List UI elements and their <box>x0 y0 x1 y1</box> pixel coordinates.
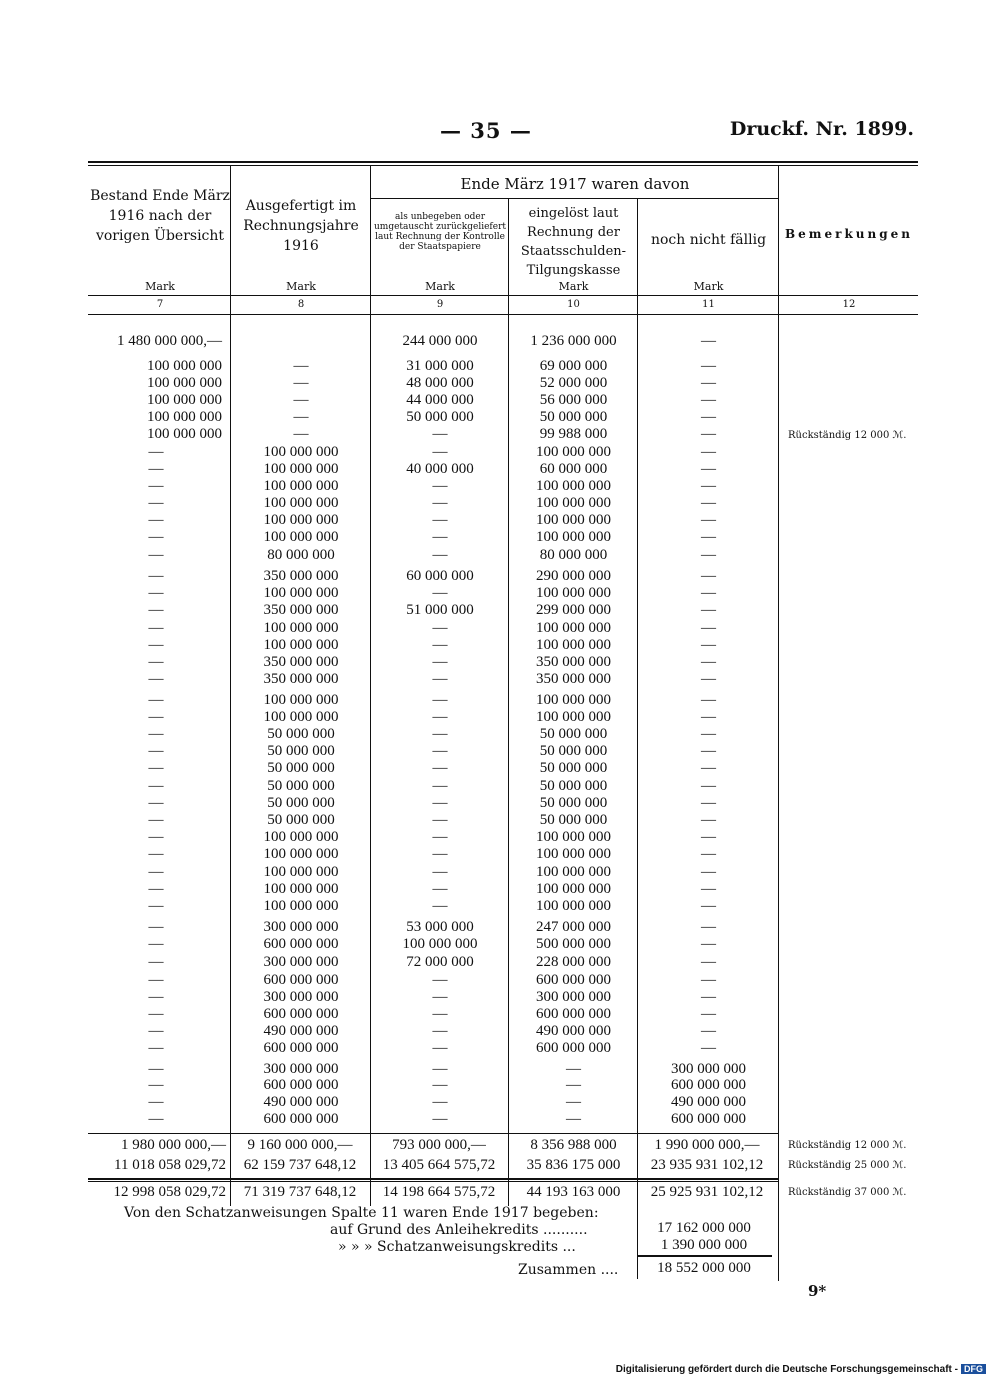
totals-cell: 12 998 058 029,72 <box>113 1184 226 1200</box>
table-cell: — <box>148 846 164 862</box>
table-cell: 600 000 000 <box>536 1006 611 1022</box>
totals-cell: 8 356 988 000 <box>530 1137 617 1153</box>
totals-cell: 14 198 664 575,72 <box>382 1184 496 1200</box>
table-cell: — <box>701 726 716 742</box>
table-cell: — <box>701 529 716 545</box>
table-cell: — <box>148 1023 164 1039</box>
table-cell: — <box>293 358 309 374</box>
table-cell: 350 000 000 <box>263 568 339 584</box>
table-cell: — <box>701 585 716 601</box>
table-cell: 100 000 000 <box>536 709 611 725</box>
table-cell: 50 000 000 <box>539 812 608 828</box>
table-cell: — <box>701 478 716 494</box>
table-cell: 600 000 000 <box>263 1006 339 1022</box>
table-cell: — <box>701 760 716 776</box>
table-cell: 52 000 000 <box>539 375 608 391</box>
colnum-7: 7 <box>156 299 164 310</box>
totals-remark: Rückständig 25 000 ℳ. <box>788 1160 907 1171</box>
table-cell: — <box>432 1061 448 1077</box>
table-cell: — <box>701 936 716 952</box>
table-cell: — <box>293 426 309 442</box>
table-cell: — <box>701 409 716 425</box>
table-cell: — <box>148 1061 164 1077</box>
table-cell: — <box>701 568 716 584</box>
table-cell: 50 000 000 <box>539 778 608 794</box>
footer-line2-label: » » » Schatzanweisungskredits ... <box>338 1239 576 1255</box>
table-cell: 100 000 000 <box>536 585 611 601</box>
table-cell: 100 000 000 <box>263 829 339 845</box>
table-cell: 100 000 000 <box>263 495 339 511</box>
footer-sum-value: 18 552 000 000 <box>657 1260 751 1276</box>
table-cell: 60 000 000 <box>406 568 474 584</box>
table-cell: 100 000 000 <box>147 358 222 374</box>
table-cell: 350 000 000 <box>536 654 611 670</box>
header-group: Ende März 1917 waren davon <box>460 175 690 193</box>
table-cell: 100 000 000 <box>263 512 339 528</box>
table-cell: 300 000 000 <box>263 1061 339 1077</box>
table-cell: 50 000 000 <box>267 795 335 811</box>
col-divider-9-10 <box>508 199 509 1206</box>
table-cell: 300 000 000 <box>263 954 339 970</box>
table-cell: — <box>148 529 164 545</box>
credit-text: Digitalisierung gefördert durch die Deutsche Forschungsgemeinschaft - <box>615 1364 958 1375</box>
table-cell: — <box>701 375 716 391</box>
table-cell: — <box>701 495 716 511</box>
table-cell: — <box>148 812 164 828</box>
table-cell: — <box>432 512 448 528</box>
table-cell: — <box>701 778 716 794</box>
footer-line1-label: auf Grund des Anleihekredits .......... <box>330 1222 588 1238</box>
table-cell: 600 000 000 <box>671 1077 746 1093</box>
header-col10: eingelöst laut Rechnung der Staatsschulden-Tilgungskasse <box>520 206 627 278</box>
table-cell: 100 000 000 <box>147 392 222 408</box>
table-cell: 48 000 000 <box>406 375 474 391</box>
table-cell: 100 000 000 <box>402 936 478 952</box>
table-cell: 50 000 000 <box>406 409 474 425</box>
table-cell: 600 000 000 <box>263 972 339 988</box>
table-cell: — <box>148 637 164 653</box>
table-cell: — <box>148 954 164 970</box>
table-cell: 290 000 000 <box>536 568 611 584</box>
table-cell: 100 000 000 <box>147 375 222 391</box>
top-rule-thin <box>88 165 918 166</box>
table-cell: — <box>701 919 716 935</box>
colnum-rule <box>88 314 918 315</box>
table-cell: 50 000 000 <box>539 409 608 425</box>
table-cell: 53 000 000 <box>406 919 474 935</box>
totals-cell: 62 159 737 648,12 <box>243 1157 357 1173</box>
table-cell: 490 000 000 <box>671 1094 746 1110</box>
table-cell: 100 000 000 <box>263 637 339 653</box>
table-cell: — <box>566 1061 581 1077</box>
group-rule <box>370 198 778 199</box>
table-cell: 100 000 000 <box>536 829 611 845</box>
table-cell: — <box>148 585 164 601</box>
table-cell: — <box>432 529 448 545</box>
table-cell: — <box>701 620 716 636</box>
table-cell: — <box>432 760 448 776</box>
table-cell: — <box>148 671 164 687</box>
table-cell: — <box>432 778 448 794</box>
totals-cell: 1 980 000 000,— <box>121 1137 226 1153</box>
header-col11: noch nicht fällig <box>650 232 767 248</box>
colnum-10: 10 <box>567 299 580 310</box>
col-divider-10-11 <box>637 199 638 1279</box>
table-cell: — <box>432 829 448 845</box>
table-cell: — <box>432 1094 448 1110</box>
table-cell: — <box>566 1077 581 1093</box>
table-cell: 228 000 000 <box>536 954 611 970</box>
table-cell: 50 000 000 <box>539 760 608 776</box>
table-cell: — <box>701 358 716 374</box>
grand-total-rule <box>88 1178 778 1180</box>
table-cell: 300 000 000 <box>671 1061 746 1077</box>
table-cell: — <box>701 709 716 725</box>
table-cell: — <box>432 637 448 653</box>
table-cell: — <box>148 444 164 460</box>
table-cell: 44 000 000 <box>406 392 474 408</box>
table-cell: — <box>148 620 164 636</box>
table-cell: 1 480 000 000,— <box>117 333 222 349</box>
table-cell: — <box>148 936 164 952</box>
table-cell: — <box>148 881 164 897</box>
table-cell: — <box>148 495 164 511</box>
totals-cell: 793 000 000,— <box>392 1137 486 1153</box>
table-cell: — <box>432 547 448 563</box>
table-cell: — <box>701 829 716 845</box>
table-cell: — <box>701 512 716 528</box>
totals-remark: Rückständig 12 000 ℳ. <box>788 1140 907 1151</box>
table-cell: — <box>701 989 716 1005</box>
totals-cell: 9 160 000 000,— <box>247 1137 353 1153</box>
table-cell: — <box>432 654 448 670</box>
footer-line1-value: 17 162 000 000 <box>657 1220 751 1236</box>
table-cell: — <box>701 547 716 563</box>
table-cell: — <box>432 444 448 460</box>
totals-cell: 35 836 175 000 <box>526 1157 621 1173</box>
table-cell: 50 000 000 <box>267 812 335 828</box>
header-col7: Bestand Ende März 1916 nach der vorigen Übersicht <box>90 188 230 244</box>
header-col9: als unbegeben oder umgetauscht zurückgeliefert laut Rechnung der Kontrolle der Staatspapiere <box>373 212 506 252</box>
table-cell: — <box>148 568 164 584</box>
header-col12: Bemerkungen <box>785 227 913 241</box>
table-cell: 100 000 000 <box>536 512 611 528</box>
table-cell: — <box>432 881 448 897</box>
table-cell: 350 000 000 <box>263 671 339 687</box>
table-cell: — <box>148 829 164 845</box>
table-cell: — <box>701 898 716 914</box>
table-cell: 299 000 000 <box>536 602 611 618</box>
table-cell: — <box>148 972 164 988</box>
totals-rule <box>88 1133 778 1134</box>
table-cell: — <box>148 547 164 563</box>
table-cell: 350 000 000 <box>263 602 339 618</box>
table-cell: — <box>432 864 448 880</box>
signature-mark: 9* <box>808 1282 827 1300</box>
footer-intro: Von den Schatzanweisungen Spalte 11 waren Ende 1917 begeben: <box>124 1205 599 1221</box>
table-cell: 300 000 000 <box>263 919 339 935</box>
table-cell: — <box>701 333 716 349</box>
table-cell: 100 000 000 <box>536 620 611 636</box>
table-cell: — <box>432 1040 448 1056</box>
totals-cell: 1 990 000 000,— <box>654 1137 760 1153</box>
table-cell: 51 000 000 <box>406 602 474 618</box>
table-cell: 600 000 000 <box>263 1111 339 1127</box>
table-cell: 490 000 000 <box>263 1023 339 1039</box>
table-cell: — <box>701 864 716 880</box>
table-cell: — <box>701 954 716 970</box>
table-cell: — <box>701 392 716 408</box>
table-cell: 50 000 000 <box>267 778 335 794</box>
col-divider-7-8-totals <box>230 1134 231 1206</box>
table-cell: — <box>293 392 309 408</box>
table-cell: 600 000 000 <box>536 972 611 988</box>
table-cell: — <box>432 709 448 725</box>
table-cell: 600 000 000 <box>536 1040 611 1056</box>
table-cell: 99 988 000 <box>539 426 608 442</box>
table-cell: 100 000 000 <box>263 478 339 494</box>
table-cell: 50 000 000 <box>539 795 608 811</box>
table-cell: — <box>148 461 164 477</box>
header-col8: Ausgefertigt im Rechnungsjahre 1916 <box>243 198 359 254</box>
table-cell: 100 000 000 <box>263 692 339 708</box>
table-cell: 600 000 000 <box>263 936 339 952</box>
table-cell: — <box>701 795 716 811</box>
table-cell: 50 000 000 <box>267 726 335 742</box>
unit-rule <box>88 295 918 296</box>
table-cell: — <box>432 812 448 828</box>
table-cell: — <box>432 846 448 862</box>
table-cell: — <box>701 846 716 862</box>
table-cell: — <box>701 1040 716 1056</box>
table-cell: 31 000 000 <box>406 358 474 374</box>
table-cell: 100 000 000 <box>536 529 611 545</box>
table-cell: — <box>148 919 164 935</box>
table-cell: 100 000 000 <box>536 637 611 653</box>
table-cell: — <box>148 692 164 708</box>
table-cell: — <box>148 1094 164 1110</box>
table-cell: 490 000 000 <box>263 1094 339 1110</box>
table-cell: — <box>432 743 448 759</box>
table-cell: — <box>432 726 448 742</box>
table-cell: 100 000 000 <box>536 478 611 494</box>
page-number: — 35 — <box>440 118 532 143</box>
table-cell: — <box>432 1111 448 1127</box>
table-cell: 100 000 000 <box>536 864 611 880</box>
col-divider-7-8 <box>230 166 231 1134</box>
unit-col8: Mark <box>286 280 316 293</box>
table-cell: 300 000 000 <box>263 989 339 1005</box>
table-cell: — <box>701 602 716 618</box>
totals-remark: Rückständig 37 000 ℳ. <box>788 1187 907 1198</box>
table-cell: 72 000 000 <box>406 954 474 970</box>
table-cell: — <box>432 972 448 988</box>
table-cell: — <box>432 989 448 1005</box>
table-cell: — <box>701 692 716 708</box>
table-cell: 100 000 000 <box>536 846 611 862</box>
table-cell: — <box>148 654 164 670</box>
table-cell: 80 000 000 <box>539 547 608 563</box>
table-cell: 350 000 000 <box>263 654 339 670</box>
table-cell: 50 000 000 <box>267 760 335 776</box>
table-cell: 100 000 000 <box>147 426 222 442</box>
table-cell: 50 000 000 <box>539 726 608 742</box>
table-cell: — <box>148 1006 164 1022</box>
col-divider-11-12 <box>778 166 779 1281</box>
totals-cell: 23 935 931 102,12 <box>650 1157 764 1173</box>
table-cell: — <box>148 778 164 794</box>
colnum-12: 12 <box>842 299 856 310</box>
print-reference: Druckf. Nr. 1899. <box>729 118 914 140</box>
totals-cell: 71 319 737 648,12 <box>243 1184 357 1200</box>
table-cell: — <box>293 409 309 425</box>
table-cell: — <box>701 972 716 988</box>
table-cell: — <box>148 602 164 618</box>
footer-sum-label: Zusammen .... <box>518 1262 619 1278</box>
col-divider-8-9 <box>370 166 371 1206</box>
table-cell: — <box>432 692 448 708</box>
table-cell: 100 000 000 <box>263 529 339 545</box>
grand-total-rule-thin <box>88 1181 778 1182</box>
table-cell: — <box>432 1077 448 1093</box>
colnum-8: 8 <box>297 299 305 310</box>
footer-line2-value: 1 390 000 000 <box>660 1237 748 1253</box>
table-cell: 56 000 000 <box>539 392 608 408</box>
table-cell: — <box>148 864 164 880</box>
table-cell: 100 000 000 <box>263 585 339 601</box>
table-cell: — <box>701 654 716 670</box>
table-cell: 100 000 000 <box>263 461 339 477</box>
table-cell: 60 000 000 <box>539 461 608 477</box>
table-cell: 100 000 000 <box>263 864 339 880</box>
table-cell: 490 000 000 <box>536 1023 611 1039</box>
table-cell: 100 000 000 <box>536 881 611 897</box>
sum-rule <box>637 1255 772 1257</box>
table-cell: — <box>701 671 716 687</box>
table-cell: — <box>432 620 448 636</box>
table-cell: — <box>432 426 448 442</box>
dfg-credit <box>616 1364 986 1375</box>
colnum-9: 9 <box>436 299 444 310</box>
totals-cell: 25 925 931 102,12 <box>650 1184 764 1200</box>
table-cell: — <box>566 1094 581 1110</box>
table-cell: 100 000 000 <box>263 898 339 914</box>
table-cell: 100 000 000 <box>536 898 611 914</box>
table-cell: — <box>148 709 164 725</box>
table-cell: 50 000 000 <box>539 743 608 759</box>
table-cell: 50 000 000 <box>267 743 335 759</box>
table-cell: 1 236 000 000 <box>530 333 617 349</box>
totals-cell: 44 193 163 000 <box>526 1184 621 1200</box>
unit-col11: Mark <box>693 280 724 293</box>
table-cell: 100 000 000 <box>263 846 339 862</box>
table-cell: 300 000 000 <box>536 989 611 1005</box>
table-cell: — <box>432 585 448 601</box>
table-cell: — <box>432 671 448 687</box>
table-cell: 600 000 000 <box>263 1040 339 1056</box>
table-cell: 600 000 000 <box>671 1111 746 1127</box>
table-cell: 350 000 000 <box>536 671 611 687</box>
table-cell: 100 000 000 <box>263 709 339 725</box>
table-cell: — <box>148 726 164 742</box>
table-cell: — <box>432 898 448 914</box>
table-cell: — <box>432 1006 448 1022</box>
table-cell: 500 000 000 <box>536 936 611 952</box>
table-cell: — <box>148 743 164 759</box>
table-cell: — <box>432 1023 448 1039</box>
table-cell: — <box>148 760 164 776</box>
table-cell: — <box>432 795 448 811</box>
table-cell: 100 000 000 <box>263 620 339 636</box>
table-cell: — <box>148 1077 164 1093</box>
table-cell: — <box>432 495 448 511</box>
remark-row-5: Rückständig 12 000 ℳ. <box>788 430 907 441</box>
table-cell: 244 000 000 <box>402 333 478 349</box>
table-cell: 69 000 000 <box>539 358 608 374</box>
table-cell: — <box>432 478 448 494</box>
table-cell: — <box>148 478 164 494</box>
table-cell: 100 000 000 <box>536 495 611 511</box>
totals-cell: 11 018 058 029,72 <box>114 1157 226 1173</box>
unit-col10: Mark <box>558 280 589 293</box>
table-cell: 100 000 000 <box>147 409 222 425</box>
table-cell: — <box>701 743 716 759</box>
table-cell: 247 000 000 <box>536 919 611 935</box>
dfg-logo: DFG <box>961 1364 986 1374</box>
table-cell: — <box>701 812 716 828</box>
top-rule <box>88 161 918 163</box>
table-cell: — <box>701 1006 716 1022</box>
table-cell: 600 000 000 <box>263 1077 339 1093</box>
table-cell: 100 000 000 <box>263 444 339 460</box>
unit-col7: Mark <box>145 280 175 293</box>
table-cell: — <box>148 512 164 528</box>
table-cell: 100 000 000 <box>263 881 339 897</box>
table-cell: — <box>148 795 164 811</box>
table-cell: 80 000 000 <box>267 547 335 563</box>
table-cell: — <box>701 461 716 477</box>
table-cell: — <box>566 1111 581 1127</box>
table-cell: — <box>293 375 309 391</box>
totals-cell: 13 405 664 575,72 <box>382 1157 496 1173</box>
unit-col9: Mark <box>425 280 455 293</box>
table-cell: 40 000 000 <box>406 461 474 477</box>
colnum-11: 11 <box>702 299 715 310</box>
table-cell: 100 000 000 <box>536 692 611 708</box>
table-cell: 100 000 000 <box>536 444 611 460</box>
table-cell: — <box>701 1023 716 1039</box>
table-cell: — <box>148 898 164 914</box>
table-cell: — <box>701 426 716 442</box>
table-cell: — <box>701 881 716 897</box>
table-cell: — <box>148 989 164 1005</box>
table-cell: — <box>148 1040 164 1056</box>
table-cell: — <box>701 637 716 653</box>
table-cell: — <box>701 444 716 460</box>
table-cell: — <box>148 1111 164 1127</box>
